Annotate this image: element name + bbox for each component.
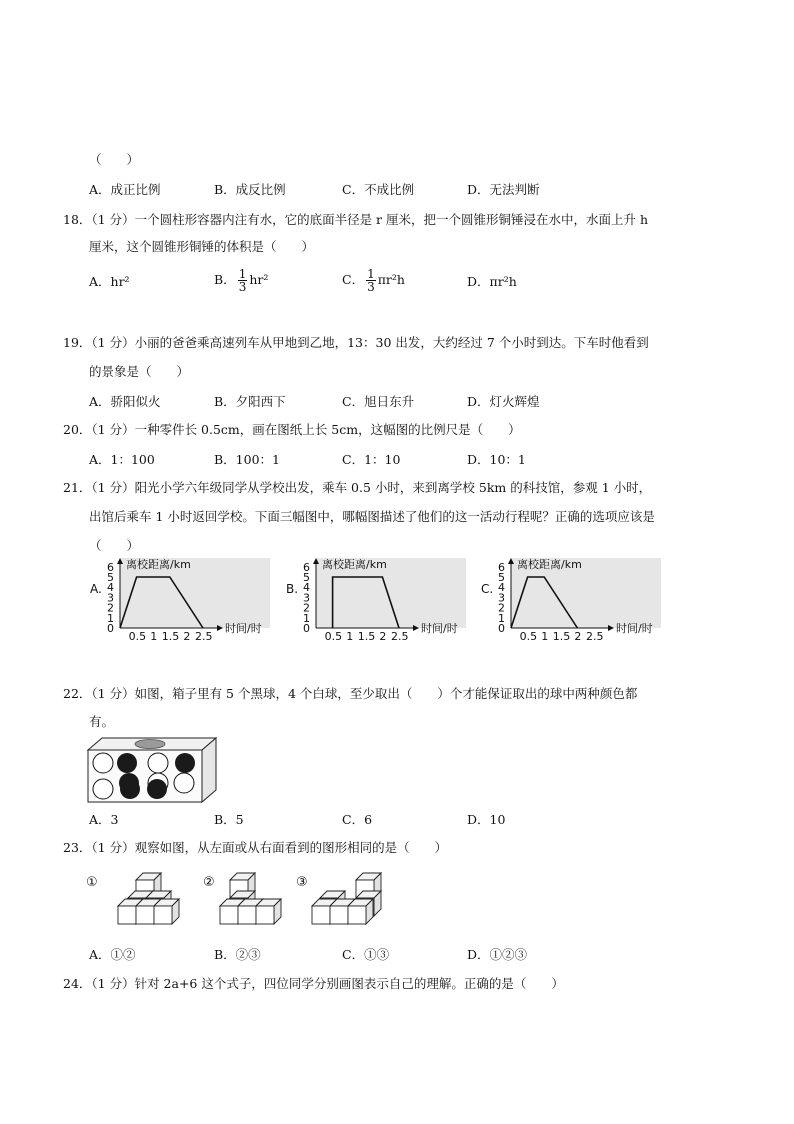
x-axis-title: 时间/时 [225, 622, 262, 635]
q21-line2: 出馆后乘车 1 小时返回学校。下面三幅图中，哪幅图描述了他们的这一活动行程呢？正确的选项应该是 [89, 509, 655, 524]
q20-option-a[interactable]: A．1：100 [89, 452, 155, 467]
x-tick-label: 2 [379, 630, 387, 643]
q22-option-a[interactable]: A．3 [89, 812, 119, 827]
q18-line2: 厘米，这个圆锥形铜锤的体积是（ ） [89, 239, 315, 254]
x-tick-label: 1.5 [161, 630, 180, 643]
ball-box-figure [86, 736, 218, 804]
y-axis-title: 离校距离/km [126, 558, 191, 571]
q19-option-c[interactable]: C．旭日东升 [342, 394, 415, 409]
q22-option-c[interactable]: C．6 [342, 812, 373, 827]
graph-a [90, 558, 270, 643]
fraction-numerator: 1 [367, 267, 375, 281]
q17-option-a[interactable]: A．成正比例 [89, 182, 161, 197]
q23-option-b[interactable]: B．②③ [214, 947, 261, 962]
q22-options [89, 810, 729, 828]
q20-option-d[interactable]: D．10：1 [467, 452, 526, 467]
y-tick-label: 5 [107, 571, 114, 584]
graph-c [481, 558, 661, 643]
y-tick-label: 4 [498, 581, 505, 595]
x-tick-label: 2 [574, 630, 582, 643]
figure-number-label: ① [86, 875, 98, 890]
x-tick-label: 2.5 [391, 630, 409, 643]
cube-figure-2 [220, 873, 281, 924]
x-tick-label: 0.5 [324, 630, 343, 643]
q17-option-d[interactable]: D．无法判断 [467, 182, 540, 197]
fraction-numerator: 1 [238, 267, 247, 281]
y-tick-label: 1 [107, 611, 114, 625]
q18-options [89, 268, 729, 292]
q20-line1: 20．（1 分）一种零件长 0.5cm，画在图纸上长 5cm，这幅图的比例尺是（ ） [63, 422, 521, 437]
white-ball [174, 773, 194, 793]
y-axis-title: 离校距离/km [322, 558, 387, 571]
x-tick-label: 1.5 [552, 630, 571, 643]
q21-line3: （ ） [89, 538, 140, 553]
q18-option-d[interactable]: D．πr²h [467, 274, 517, 289]
y-axis-title: 离校距离/km [517, 558, 582, 571]
q19-option-a[interactable]: A．骄阳似火 [89, 394, 161, 409]
x-tick-label: 1 [150, 630, 158, 643]
cube-figure-1 [118, 873, 179, 924]
black-ball [175, 753, 195, 773]
q23-line1: 23．（1 分）观察如图，从左面或从右面看到的图形相同的是（ ） [63, 840, 448, 855]
q22-option-d[interactable]: D．10 [467, 812, 506, 827]
q23-option-c[interactable]: C．①③ [342, 947, 390, 962]
black-ball [120, 779, 140, 799]
q24-line1: 24．（1 分）针对 2a+6 这个式子，四位同学分别画图表示自己的理解。正确的是（ ） [63, 976, 564, 991]
y-tick-label: 4 [303, 581, 310, 595]
q21-graphs [80, 558, 680, 650]
q17-paren: （ ） [89, 152, 140, 167]
y-tick-label: 0 [107, 622, 114, 635]
q18-line1: 18．（1 分）一个圆柱形容器内注有水，它的底面半径是 r 厘米，把一个圆锥形铜锤浸在水中，水面上升 h [63, 212, 649, 227]
cube [348, 899, 373, 924]
x-axis-title: 时间/时 [421, 622, 458, 635]
x-tick-label: 1.5 [357, 630, 376, 643]
q17-option-c[interactable]: C．不成比例 [342, 182, 415, 197]
graph-b [286, 558, 466, 643]
y-tick-label: 2 [107, 601, 114, 615]
figure-number-label: ③ [296, 875, 308, 890]
white-ball [93, 753, 113, 773]
q19-line1: 19．（1 分）小丽的爸爸乘高速列车从甲地到乙地，13：30 出发，大约经过 7 个小时到达。下车时他看到 [63, 335, 649, 350]
cube-front [154, 906, 172, 924]
fraction-denominator: 3 [238, 280, 247, 294]
cube [154, 899, 179, 924]
q18-option-b-prefix: B． [214, 272, 236, 287]
cube-front [330, 906, 348, 924]
black-ball [117, 753, 137, 773]
cube-front [238, 906, 256, 924]
x-tick-label: 1 [346, 630, 354, 643]
x-axis-title: 时间/时 [616, 622, 653, 635]
y-tick-label: 0 [498, 622, 505, 635]
q19-option-b[interactable]: B．夕阳西下 [214, 394, 286, 409]
y-tick-label: 3 [498, 591, 505, 605]
y-tick-label: 2 [303, 601, 310, 615]
q18-option-a[interactable]: A．hr² [89, 274, 130, 289]
y-tick-label: 3 [107, 591, 114, 605]
q22-option-b[interactable]: B．5 [214, 812, 244, 827]
q17-options [89, 180, 729, 198]
y-tick-label: 1 [498, 611, 505, 625]
cube-front [136, 906, 154, 924]
x-tick-label: 0.5 [519, 630, 538, 643]
graph-option-label: B. [286, 582, 299, 596]
q17-option-b[interactable]: B．成反比例 [214, 182, 286, 197]
q18-option-b-expr: hr² [249, 272, 269, 287]
q18-option-c[interactable] [342, 268, 405, 293]
cube-front [348, 906, 366, 924]
fraction-one-third [366, 268, 376, 293]
white-ball [93, 779, 113, 799]
box-opening [135, 740, 165, 749]
cube-front [256, 906, 274, 924]
q20-option-c[interactable]: C．1：10 [342, 452, 401, 467]
y-tick-label: 4 [107, 581, 114, 595]
cube [256, 899, 281, 924]
q20-options [89, 450, 729, 468]
white-ball [148, 753, 168, 773]
q21-line1: 21．（1 分）阳光小学六年级同学从学校出发，乘车 0.5 小时，来到离学校 5km 的科技馆，参观 1 小时， [63, 480, 652, 495]
y-tick-label: 1 [303, 611, 310, 625]
box-side-face [202, 738, 216, 802]
q23-option-d[interactable]: D．①②③ [467, 947, 528, 962]
q19-options [89, 392, 729, 410]
y-tick-label: 5 [498, 571, 505, 584]
y-tick-label: 5 [303, 571, 310, 584]
y-tick-label: 6 [498, 560, 505, 574]
x-tick-label: 2.5 [195, 630, 213, 643]
graph-option-label: A. [90, 582, 102, 596]
y-tick-label: 6 [107, 560, 114, 574]
q22-line2: 有。 [89, 714, 115, 729]
q18-option-c-expr: πr²h [377, 272, 405, 287]
x-tick-label: 2 [183, 630, 191, 643]
graph-option-label: C. [481, 582, 494, 596]
q22-line1: 22．（1 分）如图，箱子里有 5 个黑球，4 个白球，至少取出（ ）个才能保证取出的球中两种颜色都 [63, 686, 638, 701]
y-tick-label: 6 [303, 560, 310, 574]
q23-options [89, 945, 729, 963]
cube-front [118, 906, 136, 924]
x-tick-label: 0.5 [128, 630, 147, 643]
q19-line2: 的景象是（ ） [89, 364, 190, 379]
q23-option-a[interactable]: A．①② [89, 947, 136, 962]
q18-option-c-prefix: C． [342, 272, 365, 287]
fraction-denominator: 3 [367, 280, 375, 294]
q19-option-d[interactable]: D．灯火辉煌 [467, 394, 540, 409]
y-tick-label: 3 [303, 591, 310, 605]
y-tick-label: 2 [498, 601, 505, 615]
q18-option-b[interactable] [214, 268, 268, 293]
cube-front [220, 906, 238, 924]
cube-figure-3 [312, 873, 381, 924]
cube-views-figure [86, 866, 396, 934]
q20-option-b[interactable]: B．100：1 [214, 452, 280, 467]
black-ball [147, 779, 167, 799]
x-tick-label: 1 [541, 630, 549, 643]
cube-front [312, 906, 330, 924]
x-tick-label: 2.5 [586, 630, 604, 643]
y-tick-label: 0 [303, 622, 310, 635]
figure-number-label: ② [203, 875, 215, 890]
fraction-one-third [238, 268, 248, 293]
